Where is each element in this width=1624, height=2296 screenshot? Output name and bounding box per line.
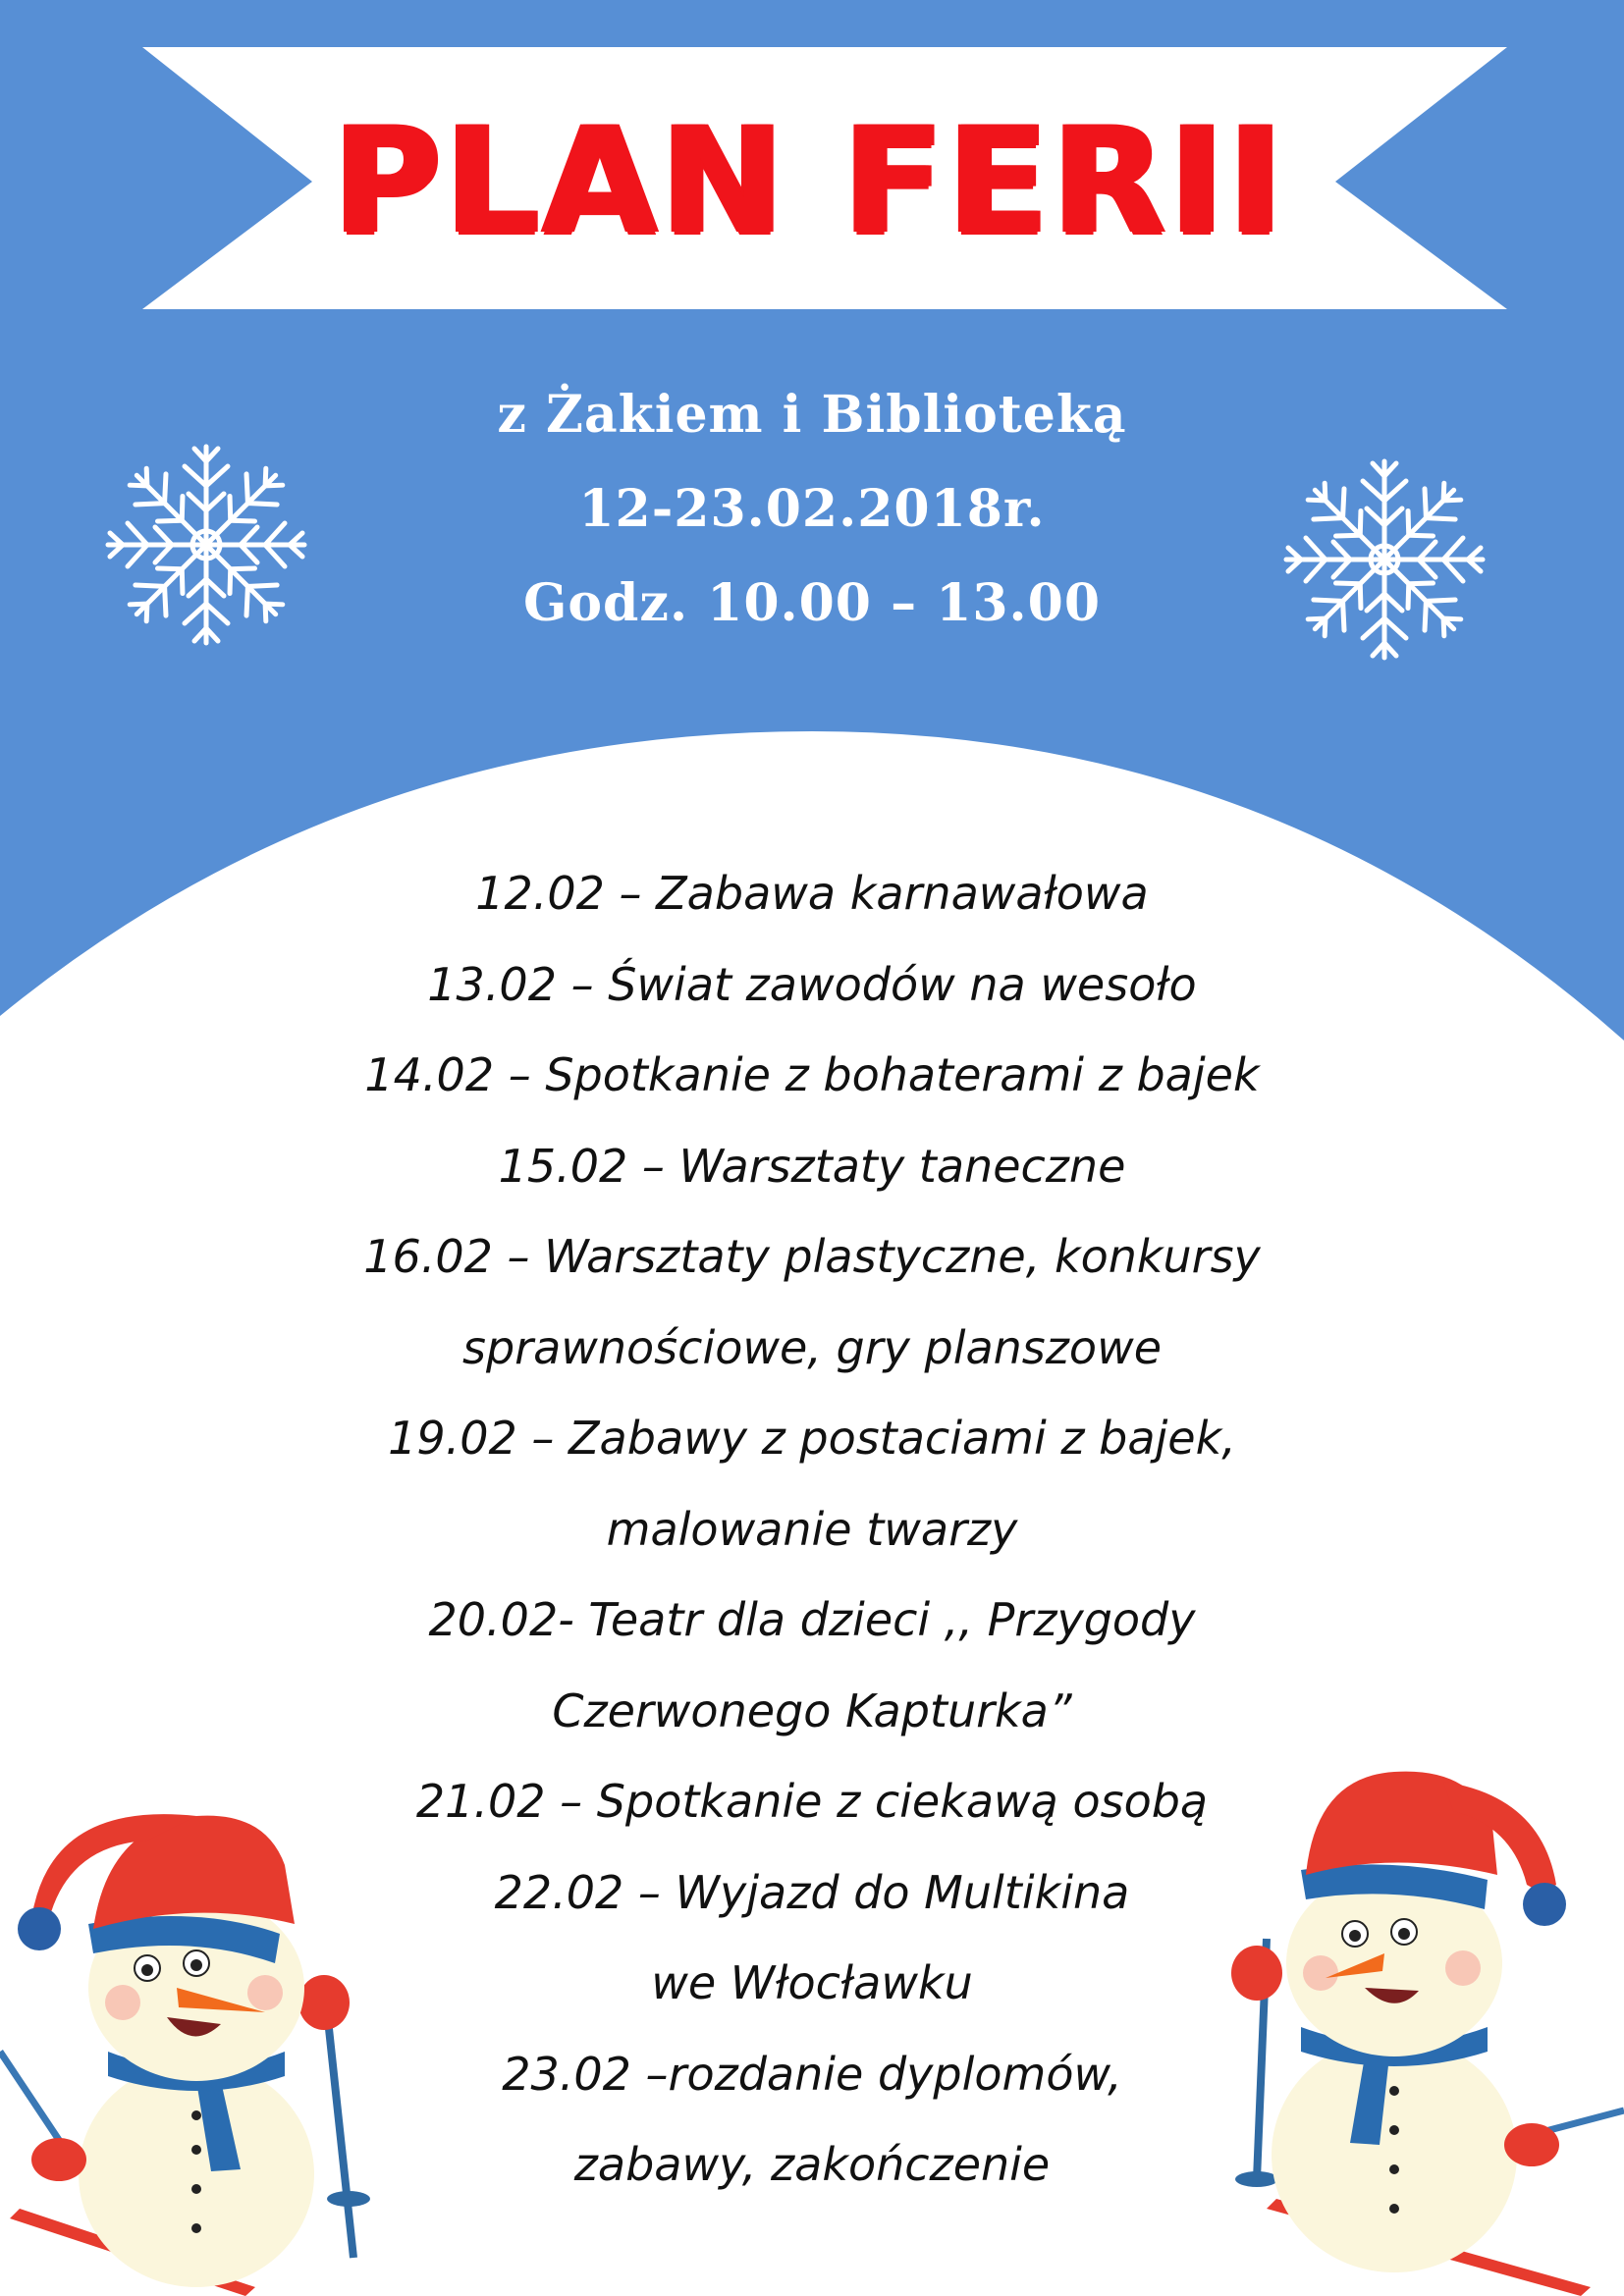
event-hours: Godz. 10.00 – 13.00 xyxy=(522,573,1102,633)
schedule-line: 21.02 – Spotkanie z ciekawą osobą xyxy=(415,1775,1209,1828)
schedule-line: Czerwonego Kapturka” xyxy=(552,1683,1072,1737)
schedule-line: 20.02- Teatr dla dzieci ,, Przygody xyxy=(428,1593,1196,1646)
schedule-line: sprawnościowe, gry planszowe xyxy=(462,1320,1162,1374)
schedule-line: 13.02 – Świat zawodów na wesoło xyxy=(427,957,1197,1011)
schedule-line: malowanie twarzy xyxy=(606,1502,1018,1556)
schedule-line: we Włocławku xyxy=(651,1956,973,2009)
schedule-line: 22.02 – Wyjazd do Multikina xyxy=(494,1865,1130,1919)
schedule-line: zabawy, zakończenie xyxy=(573,2138,1051,2191)
schedule-line: 14.02 – Spotkanie z bohaterami z bajek xyxy=(364,1048,1260,1101)
page-title: PLAN FERII xyxy=(333,96,1287,267)
snowflake-icon xyxy=(93,432,319,658)
snowflake-icon xyxy=(1272,447,1497,672)
snowman-skier-icon xyxy=(1218,1767,1624,2296)
snowman-skier-icon xyxy=(0,1806,373,2296)
schedule-line: 12.02 – Zabawa karnawałowa xyxy=(475,867,1149,920)
schedule-line: 16.02 – Warsztaty plastyczne, konkursy xyxy=(363,1230,1261,1283)
event-dates: 12-23.02.2018r. xyxy=(578,479,1046,539)
subtitle: z Żakiem i Biblioteką xyxy=(497,385,1127,445)
schedule-line: 23.02 –rozdanie dyplomów, xyxy=(502,2047,1122,2101)
schedule-line: 19.02 – Zabawy z postaciami z bajek, xyxy=(388,1412,1236,1465)
schedule-line: 15.02 – Warsztaty taneczne xyxy=(498,1139,1126,1193)
